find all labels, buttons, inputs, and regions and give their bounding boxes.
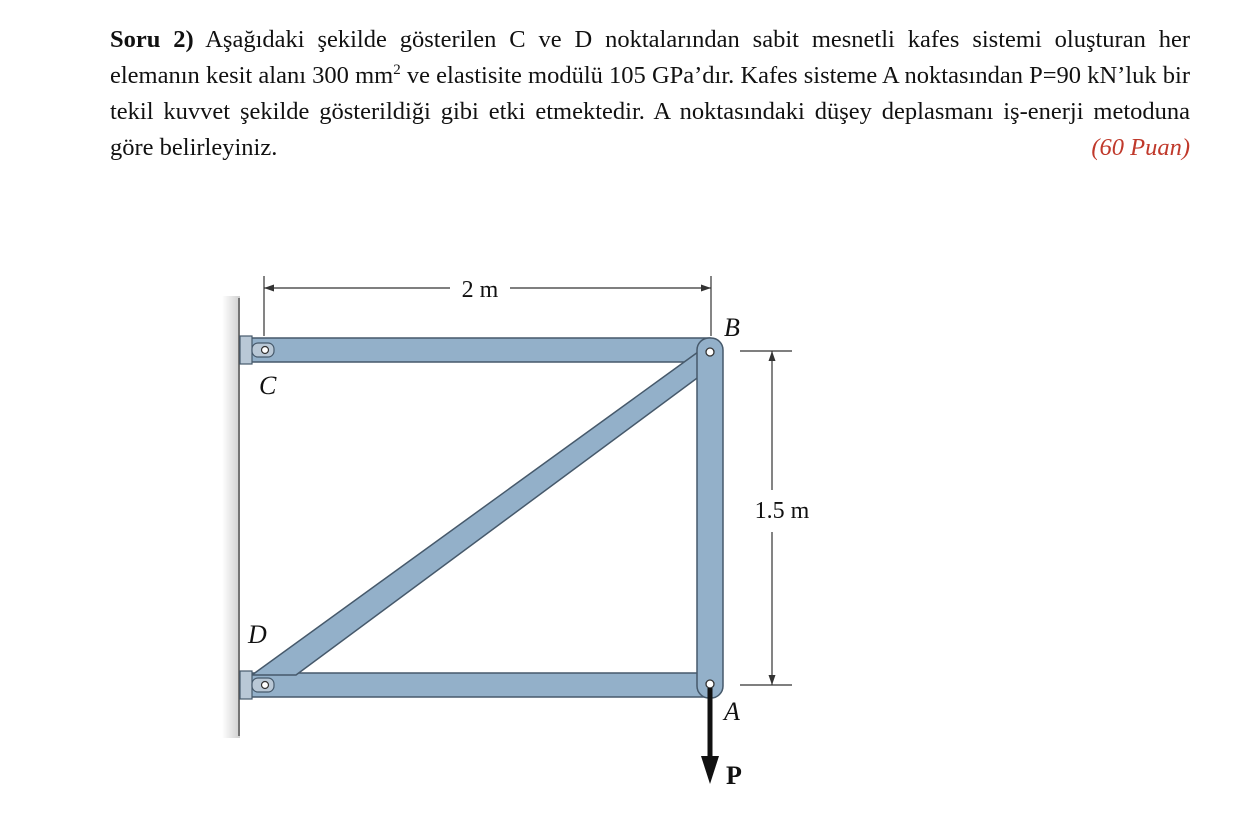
dimension-vertical: [740, 351, 810, 685]
area-unit-superscript: 2: [393, 62, 401, 78]
joint-b-pin: [706, 348, 714, 356]
question-body-part2: ve elastisite modülü 105 GPa’dır. Kafes sisteme A noktasından P=90 kN’luk bir tekil kuvvet şekilde gösterildiği gibi etki etmektedir. A noktasındaki düşey deplasmanı iş-enerji metoduna göre belirleyiniz.: [110, 62, 1190, 161]
node-label-b: B: [724, 313, 740, 342]
dimension-vertical-label: 1.5 m: [754, 498, 810, 524]
member-ba: [697, 338, 723, 698]
fixed-wall: [222, 296, 240, 738]
joint-a-pin: [706, 680, 714, 688]
node-label-c: C: [259, 371, 277, 400]
member-cb: [250, 338, 710, 362]
member-da: [250, 673, 710, 697]
question-body-part1: Aşağıdaki şekilde gösterilen C ve D noktalarından sabit mesnetli kafes sistemi oluşturan her elemanın kesit alanı 300 mm: [110, 26, 1190, 89]
member-db: [252, 352, 708, 675]
question-label: Soru 2): [110, 26, 194, 53]
points-label: (60 Puan): [1091, 134, 1190, 161]
dimension-horizontal: [264, 276, 711, 336]
dimension-horizontal-label: 2 m: [461, 277, 499, 303]
load-label-p: P: [726, 761, 742, 790]
node-label-a: A: [724, 697, 740, 726]
node-label-d: D: [248, 620, 267, 649]
load-arrow-p: [701, 688, 719, 784]
